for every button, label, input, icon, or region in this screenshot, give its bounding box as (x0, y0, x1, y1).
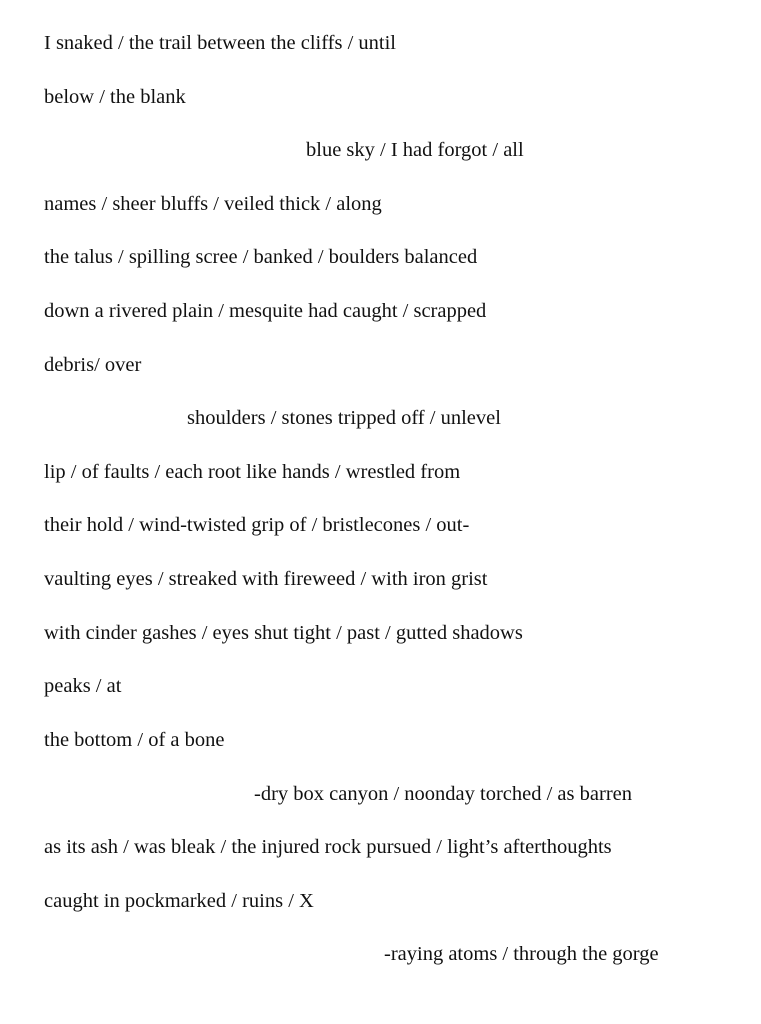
poem-line-5: the talus / spilling scree / banked / boulders balanced (44, 246, 478, 268)
poem-line-13: peaks / at (44, 675, 122, 697)
poem-line-6: down a rivered plain / mesquite had caught / scrapped (44, 300, 487, 322)
poem-line-1: I snaked / the trail between the cliffs / until (44, 32, 397, 54)
poem-line-14: the bottom / of a bone (44, 729, 225, 751)
poem-line-4: names / sheer bluffs / veiled thick / along (44, 193, 382, 215)
poem-line-8: shoulders / stones tripped off / unlevel (187, 407, 501, 429)
poem-line-2: below / the blank (44, 86, 186, 108)
poem-line-11: vaulting eyes / streaked with fireweed / with iron grist (44, 568, 488, 590)
poem-line-3: blue sky / I had forgot / all (306, 139, 524, 161)
poem-line-10: their hold / wind-twisted grip of / bristlecones / out- (44, 514, 470, 536)
poem-line-12: with cinder gashes / eyes shut tight / past / gutted shadows (44, 622, 523, 644)
poem-line-7: debris/ over (44, 354, 142, 376)
poem-line-16: as its ash / was bleak / the injured rock pursued / light’s afterthoughts (44, 836, 612, 858)
poem-line-9: lip / of faults / each root like hands / wrestled from (44, 461, 461, 483)
poem-line-18: -raying atoms / through the gorge (384, 943, 659, 965)
poem-line-17: caught in pockmarked / ruins / X (44, 890, 314, 912)
poem-line-15: -dry box canyon / noonday torched / as barren (254, 783, 632, 805)
